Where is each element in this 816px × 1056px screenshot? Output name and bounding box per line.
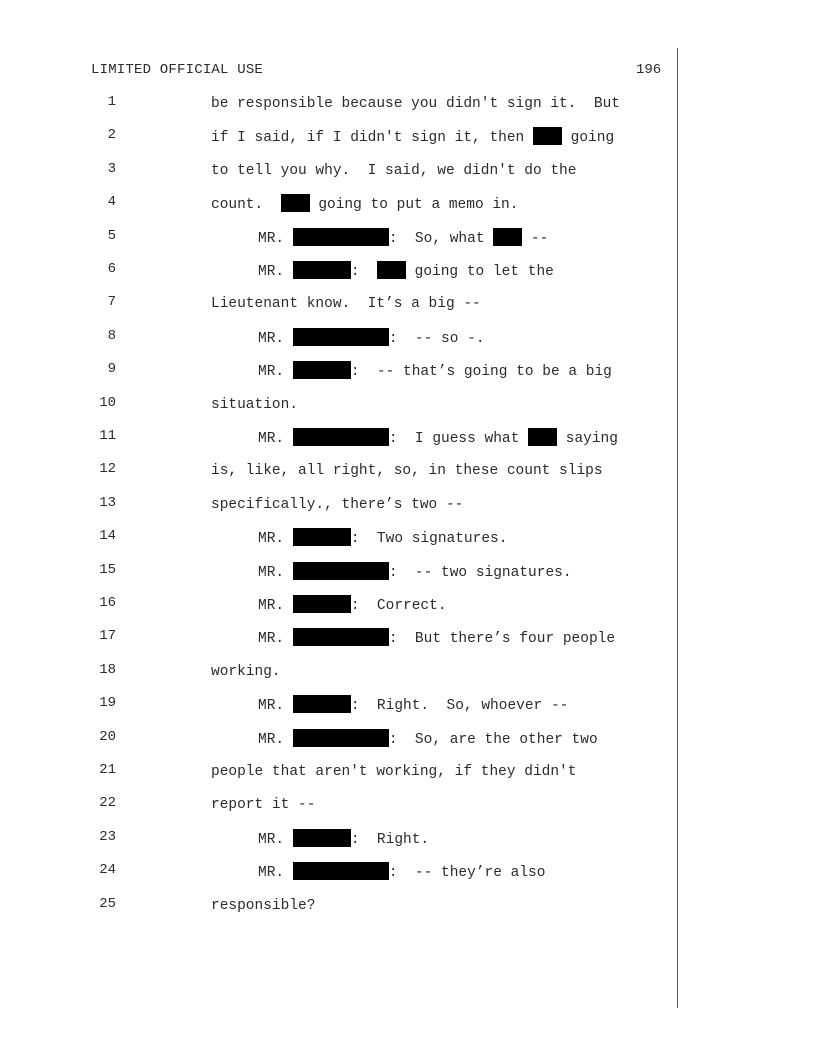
line-text bbox=[258, 729, 598, 750]
line-text bbox=[211, 762, 576, 782]
transcript-line bbox=[0, 161, 700, 181]
classification-header: LIMITED OFFICIAL USE bbox=[91, 62, 264, 78]
text-segment: : -- two signatures. bbox=[388, 564, 572, 581]
redaction-block bbox=[293, 628, 389, 646]
line-number: 16 bbox=[99, 595, 116, 611]
redaction-block bbox=[293, 328, 389, 346]
line-number: 3 bbox=[107, 160, 116, 177]
text-segment: -- bbox=[522, 230, 549, 247]
text-segment: saying bbox=[557, 431, 618, 447]
line-text bbox=[258, 428, 618, 449]
line-text bbox=[258, 595, 447, 616]
line-number: 10 bbox=[99, 394, 116, 411]
text-segment: people that aren't working, if they didn't bbox=[211, 764, 577, 780]
transcript-line bbox=[0, 695, 700, 715]
redaction-block bbox=[281, 194, 310, 212]
line-number: 14 bbox=[99, 528, 116, 545]
text-segment: : Right. So, whoever -- bbox=[350, 698, 569, 715]
transcript-line bbox=[0, 94, 700, 114]
text-segment: : But there’s four people bbox=[388, 631, 616, 648]
transcript-line bbox=[0, 228, 700, 248]
line-text bbox=[258, 562, 572, 583]
text-segment: MR. bbox=[258, 731, 293, 748]
line-text bbox=[258, 528, 507, 549]
transcript-line bbox=[0, 628, 700, 648]
text-segment: : bbox=[350, 264, 377, 280]
text-segment: MR. bbox=[258, 264, 293, 280]
transcript-line bbox=[0, 795, 700, 815]
text-segment: : Correct. bbox=[350, 598, 447, 614]
line-text bbox=[258, 361, 612, 382]
text-segment: MR. bbox=[258, 564, 293, 581]
line-text bbox=[258, 862, 545, 883]
redaction-block bbox=[293, 729, 389, 747]
text-segment: : I guess what bbox=[388, 431, 529, 447]
text-segment: situation. bbox=[211, 396, 299, 413]
text-segment: MR. bbox=[258, 865, 293, 882]
text-segment: MR. bbox=[258, 330, 293, 347]
line-number: 22 bbox=[99, 795, 116, 812]
redaction-block bbox=[377, 261, 406, 279]
text-segment: going bbox=[561, 130, 615, 147]
transcript-line bbox=[0, 562, 700, 582]
redaction-block bbox=[293, 595, 351, 613]
text-segment: : -- that’s going to be a big bbox=[350, 364, 612, 381]
text-segment: is, like, all right, so, in these count slips bbox=[211, 463, 603, 480]
line-number: 9 bbox=[107, 361, 116, 378]
text-segment: count. bbox=[211, 197, 281, 214]
transcript-line bbox=[0, 829, 700, 849]
line-number: 4 bbox=[107, 194, 116, 211]
transcript-line bbox=[0, 395, 700, 415]
text-segment: be responsible because you didn't sign it. But bbox=[211, 96, 620, 112]
page-number: 196 bbox=[636, 62, 662, 78]
text-segment: going to let the bbox=[405, 264, 554, 280]
line-text bbox=[211, 127, 614, 148]
text-segment: to tell you why. I said, we didn't do the bbox=[211, 162, 577, 179]
line-text bbox=[211, 294, 481, 314]
transcript-line bbox=[0, 495, 700, 515]
line-number: 12 bbox=[99, 461, 116, 478]
line-text bbox=[258, 829, 429, 850]
transcript-line bbox=[0, 261, 700, 281]
line-text bbox=[211, 662, 281, 682]
line-text bbox=[258, 695, 568, 716]
line-text bbox=[211, 896, 315, 916]
line-number: 2 bbox=[107, 127, 116, 144]
line-number: 7 bbox=[107, 294, 116, 311]
line-text bbox=[211, 395, 298, 415]
redaction-block bbox=[493, 228, 522, 246]
text-segment: Lieutenant know. It’s a big -- bbox=[211, 296, 481, 313]
transcript-line bbox=[0, 127, 700, 147]
redaction-block bbox=[293, 862, 389, 880]
transcript-line bbox=[0, 662, 700, 682]
transcript-line bbox=[0, 896, 700, 916]
redaction-block bbox=[528, 428, 557, 446]
text-segment: MR. bbox=[258, 831, 293, 848]
line-number: 6 bbox=[107, 261, 116, 277]
text-segment: : Two signatures. bbox=[350, 531, 508, 548]
line-text bbox=[258, 261, 554, 282]
line-number: 13 bbox=[99, 494, 116, 511]
text-segment: MR. bbox=[258, 598, 293, 614]
text-segment: : -- they’re also bbox=[388, 865, 546, 882]
redaction-block bbox=[293, 528, 351, 546]
line-number: 24 bbox=[99, 862, 116, 879]
line-text bbox=[211, 94, 620, 114]
line-number: 8 bbox=[107, 327, 116, 344]
text-segment: report it -- bbox=[211, 797, 316, 814]
line-number: 1 bbox=[107, 94, 116, 110]
line-text bbox=[211, 461, 603, 481]
text-segment: working. bbox=[211, 663, 281, 680]
text-segment: : So, what bbox=[388, 230, 494, 247]
line-text bbox=[211, 194, 518, 215]
text-segment: specifically., there’s two -- bbox=[211, 496, 464, 513]
line-number: 17 bbox=[99, 628, 116, 645]
redaction-block bbox=[293, 428, 389, 446]
redaction-block bbox=[293, 562, 389, 580]
line-number: 18 bbox=[99, 661, 116, 678]
line-number: 19 bbox=[99, 695, 116, 712]
transcript-line bbox=[0, 194, 700, 214]
text-segment: : Right. bbox=[350, 831, 430, 848]
text-segment: if I said, if I didn't sign it, then bbox=[211, 130, 533, 147]
transcript-line bbox=[0, 328, 700, 348]
text-segment: MR. bbox=[258, 531, 293, 548]
transcript-line bbox=[0, 528, 700, 548]
text-segment: MR. bbox=[258, 698, 293, 715]
transcript-line bbox=[0, 428, 700, 448]
redaction-block bbox=[293, 261, 351, 279]
text-segment: MR. bbox=[258, 431, 293, 447]
text-segment: responsible? bbox=[211, 897, 316, 914]
redaction-block bbox=[293, 829, 351, 847]
redaction-block bbox=[533, 127, 562, 145]
text-segment: going to put a memo in. bbox=[309, 197, 519, 214]
line-number: 5 bbox=[107, 227, 116, 244]
text-segment: MR. bbox=[258, 364, 293, 381]
line-number: 21 bbox=[99, 762, 116, 778]
text-segment: : -- so -. bbox=[388, 330, 485, 347]
line-text bbox=[258, 328, 485, 349]
text-segment: MR. bbox=[258, 631, 293, 648]
line-text bbox=[258, 628, 615, 649]
text-segment: : So, are the other two bbox=[388, 731, 598, 748]
line-text bbox=[211, 495, 463, 515]
line-number: 23 bbox=[99, 828, 116, 845]
line-number: 11 bbox=[99, 428, 116, 444]
transcript-line bbox=[0, 461, 700, 481]
text-segment: MR. bbox=[258, 230, 293, 247]
line-number: 25 bbox=[99, 895, 116, 912]
transcript-line bbox=[0, 762, 700, 782]
line-text bbox=[211, 161, 576, 181]
transcript-line bbox=[0, 729, 700, 749]
transcript-line bbox=[0, 862, 700, 882]
transcript-line bbox=[0, 595, 700, 615]
line-text bbox=[211, 795, 315, 815]
line-number: 20 bbox=[99, 728, 116, 745]
transcript-line bbox=[0, 361, 700, 381]
line-text bbox=[258, 228, 548, 249]
transcript-line bbox=[0, 294, 700, 314]
redaction-block bbox=[293, 228, 389, 246]
redaction-block bbox=[293, 695, 351, 713]
redaction-block bbox=[293, 361, 351, 379]
line-number: 15 bbox=[99, 561, 116, 578]
